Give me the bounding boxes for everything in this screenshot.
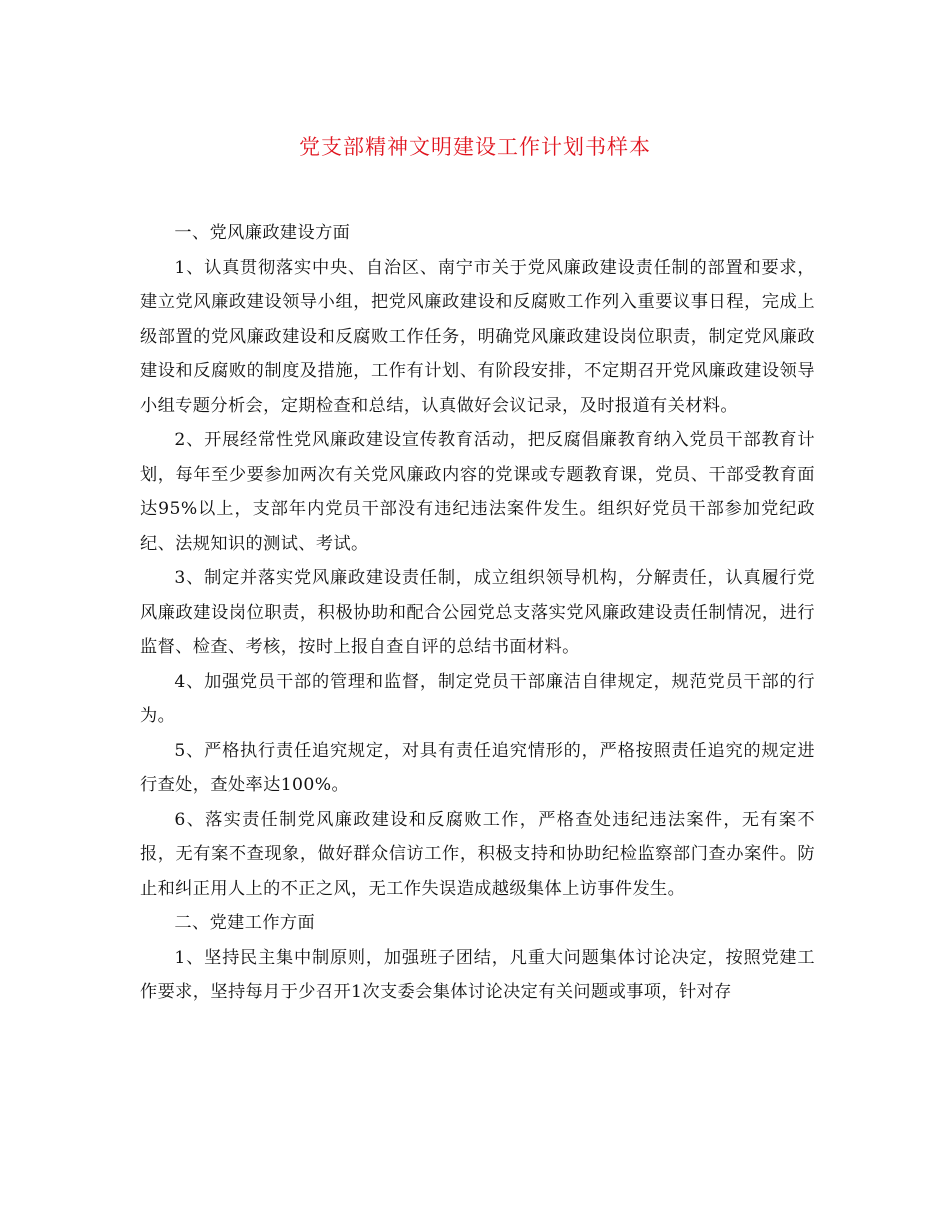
paragraph: 2、开展经常性党风廉政建设宣传教育活动，把反腐倡廉教育纳入党员干部教育计划，每年至少要参加两次有关党风廉政内容的党课或专题教育课，党员、干部受教育面达95%以上，支部年内党员干部没有违纪违法案件发生。组织好党员干部参加党纪政纪、法规知识的测试、考试。 [140,430,815,554]
paragraph: 3、制定并落实党风廉政建设责任制，成立组织领导机构，分解责任，认真履行党风廉政建设岗位职责，积极协助和配合公园党总支落实党风廉政建设责任制情况，进行监督、检查、考核，按时上报自查自评的总结书面材料。 [140,568,815,657]
paragraph: 4、加强党员干部的管理和监督，制定党员干部廉洁自律规定，规范党员干部的行为。 [140,671,815,726]
section-heading-2: 二、党建工作方面 [174,913,316,933]
document-title: 党支部精神文明建设工作计划书样本 [299,135,651,159]
document-body [140,216,815,1010]
section-heading-1: 一、党风廉政建设方面 [174,223,351,243]
paragraph: 1、坚持民主集中制原则，加强班子团结，凡重大问题集体讨论决定，按照党建工作要求，坚持每月于少召开1次支委会集体讨论决定有关问题或事项，针对存 [140,947,815,1002]
paragraph: 5、严格执行责任追究规定，对具有责任追究情形的，严格按照责任追究的规定进行查处，查处率达100%。 [140,740,815,795]
paragraph: 1、认真贯彻落实中央、自治区、南宁市关于党风廉政建设责任制的部置和要求，建立党风廉政建设领导小组，把党风廉政建设和反腐败工作列入重要议事日程，完成上级部置的党风廉政建设和反腐败工作任务，明确党风廉政建设岗位职责，制定党风廉政建设和反腐败的制度及措施，工作有计划、有阶段安排，不定期召开党风廉政建设领导小组专题分析会，定期检查和总结，认真做好会议记录，及时报道有关材料。 [140,257,815,416]
paragraph: 6、落实责任制党风廉政建设和反腐败工作，严格查处违纪违法案件，无有案不报，无有案不查现象，做好群众信访工作，积极支持和协助纪检监察部门查办案件。防止和纠正用人上的不正之风，无工作失误造成越级集体上访事件发生。 [140,809,815,899]
